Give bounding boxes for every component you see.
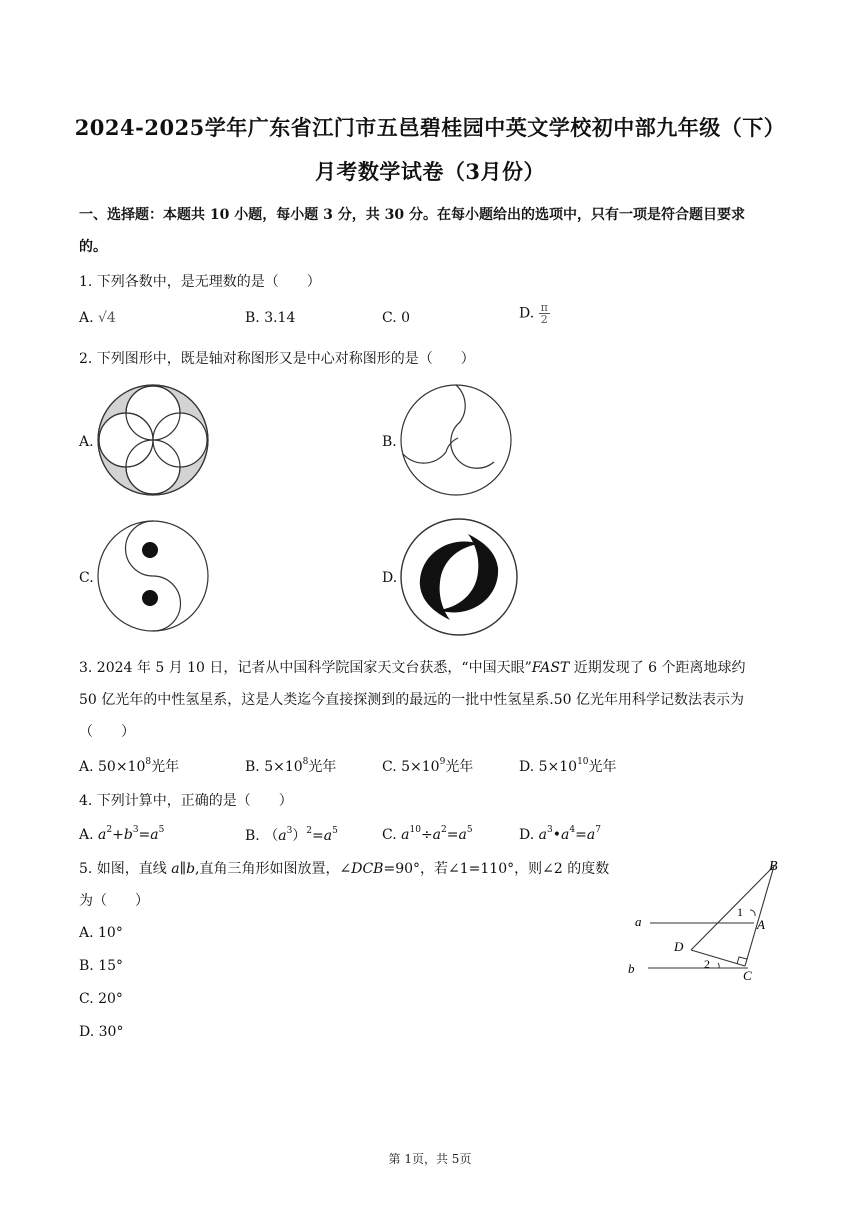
q3-b-exp: 8 — [302, 757, 309, 767]
q3-b-unit: 光年 — [308, 759, 337, 775]
q2-figure-c-yin-yang — [95, 518, 211, 634]
label-b-point: B — [769, 859, 778, 874]
q2-figure-b-three-swirl-circle — [398, 382, 514, 498]
q3-a-base: A. 50×10 — [79, 759, 146, 775]
q4-option-c — [382, 825, 473, 843]
q3-a-exp: 8 — [145, 757, 152, 767]
q2-option-a-label: A. — [79, 434, 94, 450]
q3-stem-line3: （ ） — [79, 724, 135, 740]
q4-d-part: D. — [519, 827, 539, 843]
q3-fast: FAST — [531, 660, 570, 676]
q4-c-var: a — [458, 827, 467, 843]
q4-a-op: + — [112, 827, 124, 843]
q1-option-d — [519, 302, 550, 325]
q4-d-var: a — [586, 827, 596, 843]
q4-b-eq: = — [312, 828, 324, 844]
label-angle-2: 2 — [704, 957, 710, 971]
q4-a-exp: 2 — [106, 825, 113, 835]
q4-option-d — [519, 825, 601, 843]
q4-d-exp: 7 — [595, 825, 601, 835]
q4-d-op: • — [552, 827, 561, 843]
q3-stem-line2: 50 亿光年的中性氢星系，这是人类迄今直接探测到的最远的一批中性氢星系.50 亿光年用科学记数法表示为 — [79, 692, 744, 708]
q2-option-d-label: D. — [382, 570, 398, 586]
q5-text: ,直角三角形如图放置， — [195, 861, 340, 877]
q1-option-c: C. 0 — [382, 310, 411, 326]
q4-d-var: a — [538, 827, 547, 843]
q3-b-base: B. 5×10 — [245, 759, 303, 775]
q3-option-b — [245, 756, 336, 776]
label-line-a: a — [635, 914, 642, 929]
q1-option-b: B. 3.14 — [245, 310, 296, 326]
q3-option-a — [79, 756, 179, 776]
q3-d-base: D. 5×10 — [519, 759, 578, 775]
q3-c-base: C. 5×10 — [382, 759, 440, 775]
label-angle-1: 1 — [737, 905, 743, 919]
section-instructions-line2: 的。 — [79, 239, 107, 255]
angle-2-arc — [718, 963, 719, 968]
q4-c-eq: = — [446, 827, 459, 843]
q5-geometry-figure — [622, 852, 792, 982]
q4-a-part: A. — [79, 827, 99, 843]
q4-a-exp: 5 — [158, 825, 165, 835]
q1-option-d-fraction — [539, 302, 550, 325]
q4-c-op: ÷ — [420, 827, 433, 843]
q4-b-var: a — [323, 828, 333, 844]
q4-a-var: a — [150, 827, 159, 843]
q4-d-exp: 4 — [569, 825, 576, 835]
q4-b-exp: 3 — [286, 826, 293, 836]
q5-option-d: D. 30° — [79, 1024, 124, 1040]
q5-option-a: A. 10° — [79, 925, 123, 941]
exam-title-line2: 月考数学试卷（3月份） — [314, 159, 546, 184]
q1-option-a-value: √4 — [98, 310, 116, 326]
angle-1-arc — [750, 910, 755, 916]
fraction-numerator: π — [540, 301, 548, 314]
q5-angle-dcb: ∠DCB — [339, 861, 384, 877]
q3-option-c — [382, 756, 473, 776]
q4-d-var: a — [561, 827, 570, 843]
q4-b-paren: ） — [292, 828, 307, 844]
q3-c-unit: 光年 — [445, 759, 474, 775]
exam-title-line1: 2024-2025学年广东省江门市五邑碧桂园中英文学校初中部九年级（下） — [74, 115, 786, 140]
q3-d-exp: 10 — [577, 757, 589, 767]
q4-d-eq: = — [575, 827, 587, 843]
q4-b-exp: 5 — [332, 826, 338, 836]
q1-option-a-label: A. — [79, 310, 99, 326]
q4-option-b — [245, 825, 338, 845]
q4-a-eq: = — [138, 827, 151, 843]
q4-c-part: C. — [382, 827, 402, 843]
q5-text-end: =90°，若∠1=110°，则∠2 的度数 — [383, 861, 610, 877]
q1-stem: 1. 下列各数中，是无理数的是（ ） — [79, 274, 321, 290]
q4-b-exp: 2 — [306, 826, 313, 836]
q4-c-var: a — [401, 827, 410, 843]
q5-option-b: B. 15° — [79, 958, 124, 974]
q3-a-unit: 光年 — [151, 759, 180, 775]
q3-c-exp: 9 — [439, 757, 446, 767]
q4-c-exp: 10 — [409, 825, 421, 835]
q2-option-b-label: B. — [382, 434, 397, 450]
page-footer: 第 1页，共 5页 — [388, 1152, 472, 1166]
q4-c-exp: 2 — [441, 825, 447, 835]
q3-option-d — [519, 756, 617, 776]
q4-b-part: B. （ — [245, 828, 279, 844]
q3-text-end: 近期发现了 6 个距离地球约 — [569, 660, 746, 676]
q5-parallel: a∥b — [171, 861, 196, 877]
label-line-b: b — [628, 961, 635, 976]
q4-b-var: a — [278, 828, 287, 844]
label-d-point: D — [674, 939, 684, 954]
q3-text: 3. 2024 年 5 月 10 日，记者从中国科学院国家天文台获悉，“中国天眼” — [79, 660, 532, 676]
q4-a-exp: 3 — [132, 825, 139, 835]
q4-d-exp: 3 — [547, 825, 553, 835]
q2-figure-d-double-swoosh — [398, 516, 520, 638]
q2-figure-a-four-petal-circle — [95, 382, 211, 498]
q1-option-a — [79, 310, 116, 326]
q5-stem-line1 — [79, 858, 609, 878]
q1-option-d-label: D. — [519, 305, 539, 322]
q5-option-c: C. 20° — [79, 991, 123, 1007]
section-instructions-line1: 一、选择题：本题共 10 小题，每小题 3 分，共 30 分。在每小题给出的选项中，只有一项是符合题目要求 — [79, 207, 745, 223]
q4-a-var: a — [98, 827, 107, 843]
q4-c-var: a — [432, 827, 442, 843]
q2-option-c-label: C. — [79, 570, 94, 586]
q2-stem: 2. 下列图形中，既是轴对称图形又是中心对称图形的是（ ） — [79, 351, 475, 367]
fraction-denominator: 2 — [540, 313, 548, 326]
q5-stem-line2: 为（ ） — [79, 893, 149, 909]
label-a-point: A — [757, 917, 765, 932]
q3-stem-line1 — [79, 657, 746, 677]
q4-option-a — [79, 825, 164, 843]
label-c-point: C — [743, 968, 752, 982]
q3-d-unit: 光年 — [588, 759, 617, 775]
q4-a-var: b — [123, 827, 133, 843]
q4-c-exp: 5 — [466, 825, 473, 835]
q5-text: 5. 如图，直线 — [79, 861, 172, 877]
q4-stem: 4. 下列计算中，正确的是（ ） — [79, 793, 293, 809]
